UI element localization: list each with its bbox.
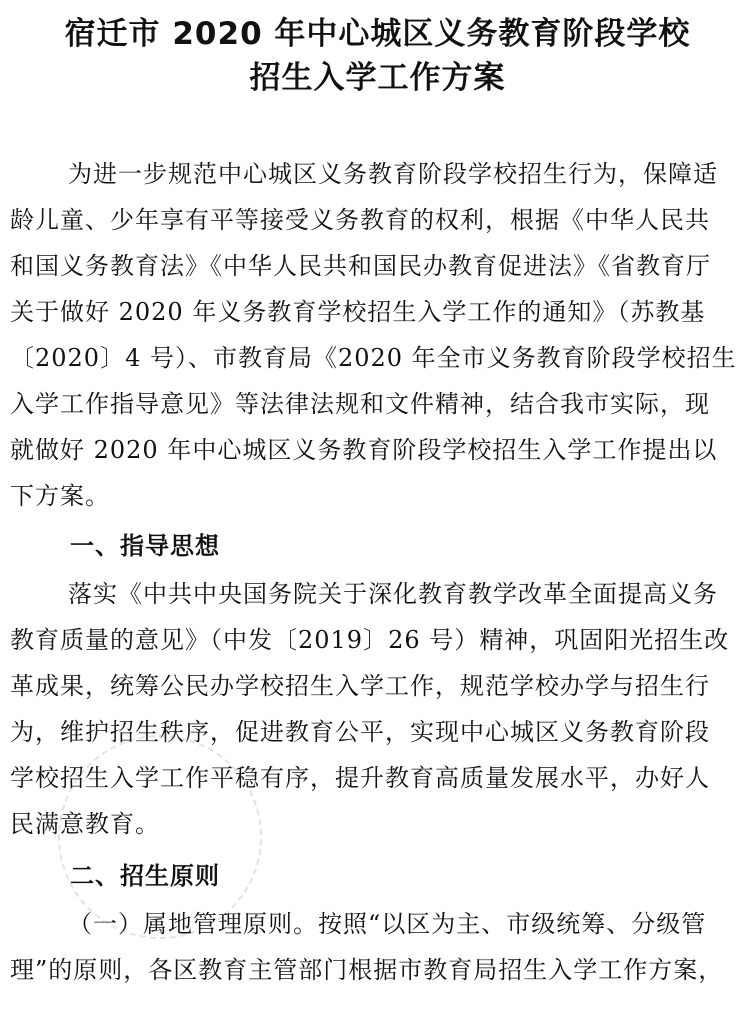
section-heading-guiding-ideology: 一、指导思想 xyxy=(70,532,220,560)
section1-line: 教育质量的意见》（中发〔2019〕26 号）精神，巩固阳光招生改 xyxy=(10,626,730,654)
section1-line: 落实《中共中央国务院关于深化教育教学改革全面提高义务 xyxy=(68,580,718,608)
intro-line: 龄儿童、少年享有平等接受义务教育的权利，根据《中华人民共 xyxy=(10,206,710,234)
section-heading-enrollment-principles: 二、招生原则 xyxy=(70,862,220,890)
intro-line: 〔2020〕4 号）、市教育局《2020 年全市义务教育阶段学校招生 xyxy=(10,344,737,372)
section1-line: 革成果，统筹公民办学校招生入学工作，规范学校办学与招生行 xyxy=(10,672,710,700)
section1-line: 学校招生入学工作平稳有序，提升教育高质量发展水平，办好人 xyxy=(10,764,710,792)
intro-line: 就做好 2020 年中心城区义务教育阶段学校招生入学工作提出以 xyxy=(10,436,718,464)
section2-line: （一）属地管理原则。按照“以区为主、市级统筹、分级管 xyxy=(68,910,707,938)
section1-line: 为，维护招生秩序，促进教育公平，实现中心城区义务教育阶段 xyxy=(10,718,710,746)
document-title-line-2: 招生入学工作方案 xyxy=(249,60,506,96)
intro-line: 入学工作指导意见》等法律法规和文件精神，结合我市实际，现 xyxy=(10,390,710,418)
document-title-line-1: 宿迁市 2020 年中心城区义务教育阶段学校 xyxy=(64,16,691,52)
intro-line: 和国义务教育法》《中华人民共和国民办教育促进法》《省教育厅 xyxy=(10,252,711,280)
section2-line: 理”的原则，各区教育主管部门根据市教育局招生入学工作方案， xyxy=(10,956,724,984)
section1-line: 民满意教育。 xyxy=(10,810,160,838)
intro-line: 关于做好 2020 年义务教育学校招生入学工作的通知》（苏教基 xyxy=(10,298,706,326)
intro-line: 为进一步规范中心城区义务教育阶段学校招生行为，保障适 xyxy=(68,160,718,188)
intro-line: 下方案。 xyxy=(10,482,110,510)
